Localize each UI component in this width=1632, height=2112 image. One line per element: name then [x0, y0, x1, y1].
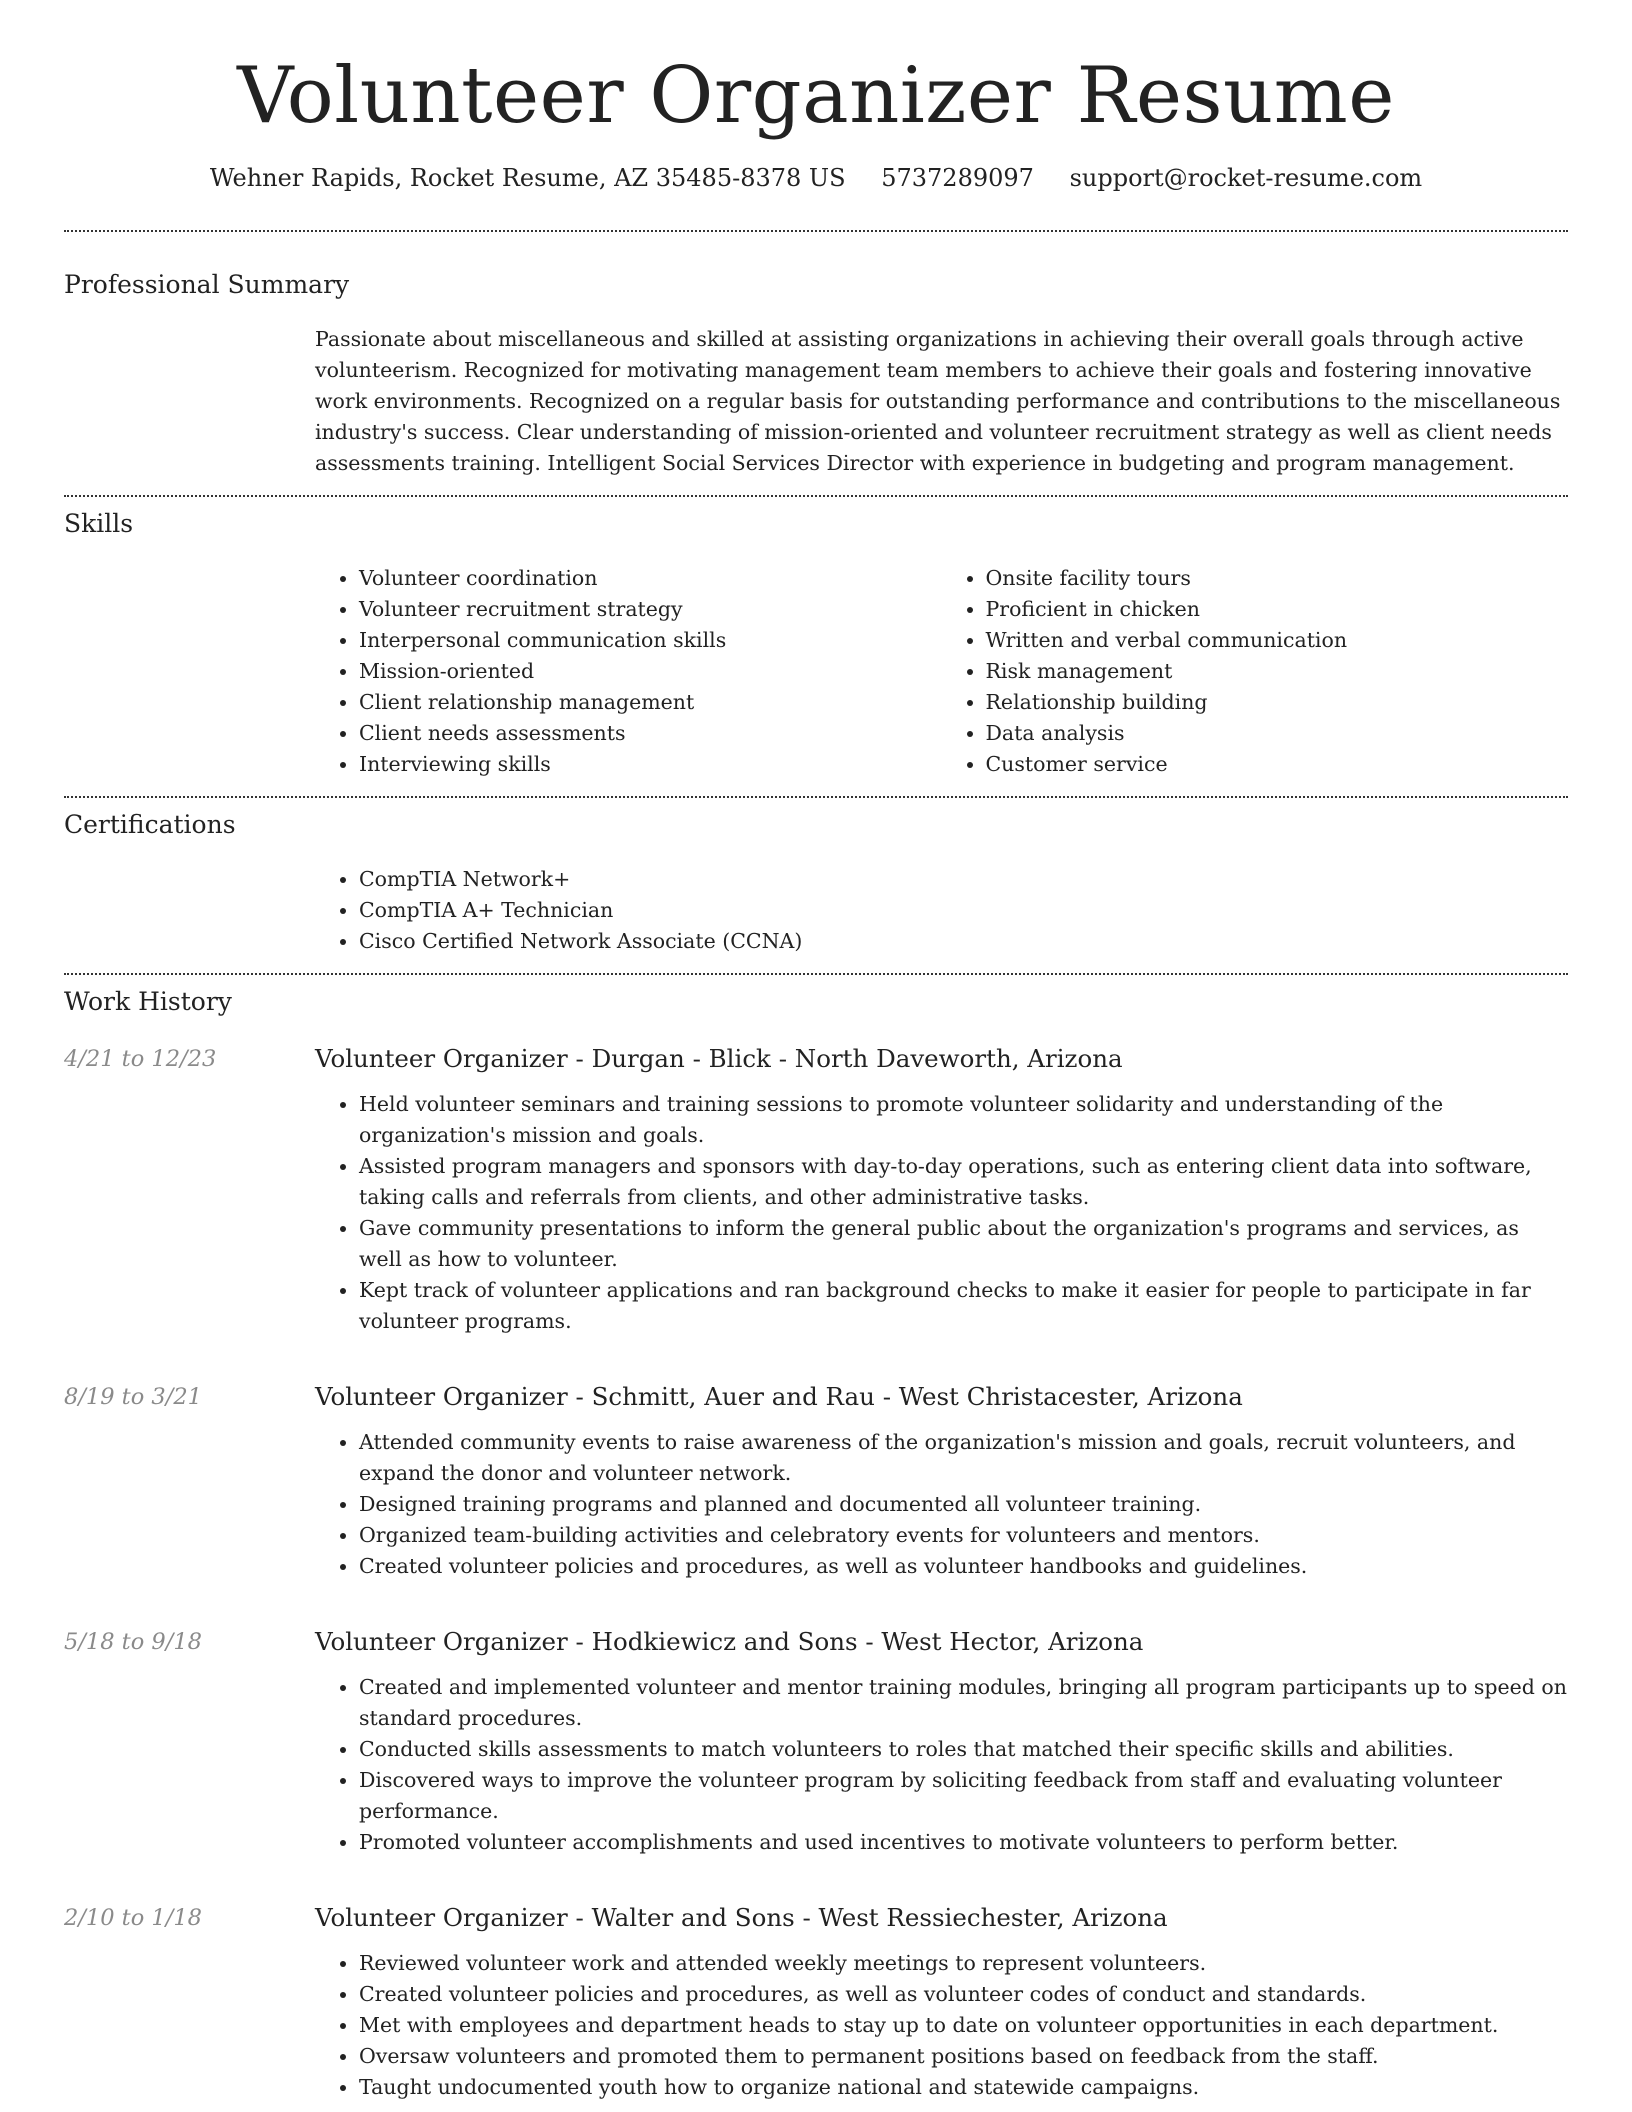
list-item: • Reviewed volunteer work and attended weekly meetings to represent volunteers.	[359, 1948, 1568, 1979]
certifications-heading: Certifications	[64, 809, 236, 839]
list-item: • Held volunteer seminars and training sessions to promote volunteer solidarity and understanding of the organization's mission and goals.	[359, 1089, 1568, 1151]
list-item: • Created volunteer policies and procedures, as well as volunteer handbooks and guidelines.	[359, 1551, 1568, 1582]
list-item: • Mission-oriented	[359, 656, 942, 687]
job-entry	[64, 1381, 1568, 1582]
contact-phone: 5737289097	[881, 163, 1034, 192]
job-title: Volunteer Organizer - Hodkiewicz and Sons - West Hector, Arizona	[315, 1626, 1144, 1656]
list-item: • Gave community presentations to inform the general public about the organization's programs and services, as well as how to volunteer.	[359, 1213, 1568, 1275]
list-item: • Client needs assessments	[359, 718, 942, 749]
list-item: • Volunteer coordination	[359, 563, 942, 594]
summary-heading: Professional Summary	[64, 269, 350, 299]
contact-line	[64, 164, 1568, 192]
job-title: Volunteer Organizer - Walter and Sons - West Ressiechester, Arizona	[315, 1902, 1168, 1932]
list-item: • Cisco Certified Network Associate (CCNA)	[359, 926, 1568, 957]
list-item: • CompTIA A+ Technician	[359, 895, 1568, 926]
list-item: • Client relationship management	[359, 687, 942, 718]
job-dates: 4/21 to 12/23	[64, 1045, 217, 1072]
list-item: • Assisted program managers and sponsors with day-to-day operations, such as entering client data into software, taking calls and referrals from clients, and other administrative tasks.	[359, 1151, 1568, 1213]
list-item: • Oversaw volunteers and promoted them to permanent positions based on feedback from the staff.	[359, 2041, 1568, 2072]
certifications-content	[315, 864, 1568, 957]
skills-list-left	[315, 563, 942, 780]
contact-address: Wehner Rapids, Rocket Resume, AZ 35485-8378 US	[209, 163, 846, 192]
skills-section	[64, 497, 1568, 796]
list-item: • Written and verbal communication	[986, 625, 1569, 656]
list-item: • Proficient in chicken	[986, 594, 1569, 625]
list-item: • Volunteer recruitment strategy	[359, 594, 942, 625]
list-item: • Attended community events to raise awareness of the organization's mission and goals, recruit volunteers, and expand the donor and volunteer network.	[359, 1427, 1568, 1489]
summary-text: Passionate about miscellaneous and skilled at assisting organizations in achieving their overall goals through active volunteerism. Recognized for motivating management team members to achieve their goals and fostering innovative work environments. Recognized on a regular basis for outstanding performance and contributions to the miscellaneous industry's success. Clear understanding of mission-oriented and volunteer recruitment strategy as well as client needs assessments training. Intelligent Social Services Director with experience in budgeting and program management.	[315, 326, 1561, 475]
skills-heading: Skills	[64, 508, 134, 538]
list-item: • Risk management	[986, 656, 1569, 687]
list-item: • Conducted skills assessments to match volunteers to roles that matched their specific skills and abilities.	[359, 1734, 1568, 1765]
job-dates: 5/18 to 9/18	[64, 1628, 202, 1655]
list-item: • Relationship building	[986, 687, 1569, 718]
list-item: • Created and implemented volunteer and mentor training modules, bringing all program participants up to speed on standard procedures.	[359, 1672, 1568, 1734]
list-item: • Taught undocumented youth how to organize national and statewide campaigns.	[359, 2072, 1568, 2103]
job-title: Volunteer Organizer - Durgan - Blick - North Daveworth, Arizona	[315, 1043, 1123, 1073]
list-item: • Customer service	[986, 749, 1569, 780]
summary-content	[315, 324, 1568, 479]
job-dates: 2/10 to 1/18	[64, 1904, 202, 1931]
job-entry	[64, 1043, 1568, 1337]
list-item: • Created volunteer policies and procedures, as well as volunteer codes of conduct and standards.	[359, 1979, 1568, 2010]
work-history-heading: Work History	[64, 986, 232, 1016]
job-bullets	[315, 1089, 1568, 1337]
job-title: Volunteer Organizer - Schmitt, Auer and Rau - West Christacester, Arizona	[315, 1381, 1243, 1411]
skills-list-right	[942, 563, 1569, 780]
resume-title: Volunteer Organizer Resume	[237, 51, 1395, 141]
work-history-section	[64, 975, 1568, 2103]
certifications-section	[64, 798, 1568, 973]
list-item: • Designed training programs and planned and documented all volunteer training.	[359, 1489, 1568, 1520]
contact-email: support@rocket-resume.com	[1069, 163, 1423, 192]
job-bullets	[315, 1427, 1568, 1582]
job-bullets	[315, 1948, 1568, 2103]
summary-section	[64, 232, 1568, 495]
list-item: • Kept track of volunteer applications and ran background checks to make it easier for people to participate in far volunteer programs.	[359, 1275, 1568, 1337]
list-item: • Interviewing skills	[359, 749, 942, 780]
list-item: • Onsite facility tours	[986, 563, 1569, 594]
list-item: • Discovered ways to improve the volunteer program by soliciting feedback from staff and evaluating volunteer performance.	[359, 1765, 1568, 1827]
job-entry	[64, 1626, 1568, 1858]
resume-page	[64, 0, 1568, 2103]
list-item: • Interpersonal communication skills	[359, 625, 942, 656]
job-bullets	[315, 1672, 1568, 1858]
job-dates: 8/19 to 3/21	[64, 1383, 202, 1410]
skills-columns	[315, 563, 1568, 780]
job-entry	[64, 1902, 1568, 2103]
list-item: • Met with employees and department heads to stay up to date on volunteer opportunities in each department.	[359, 2010, 1568, 2041]
list-item: • Promoted volunteer accomplishments and used incentives to motivate volunteers to perform better.	[359, 1827, 1568, 1858]
certifications-list	[315, 864, 1568, 957]
list-item: • CompTIA Network+	[359, 864, 1568, 895]
list-item: • Organized team-building activities and celebratory events for volunteers and mentors.	[359, 1520, 1568, 1551]
list-item: • Data analysis	[986, 718, 1569, 749]
